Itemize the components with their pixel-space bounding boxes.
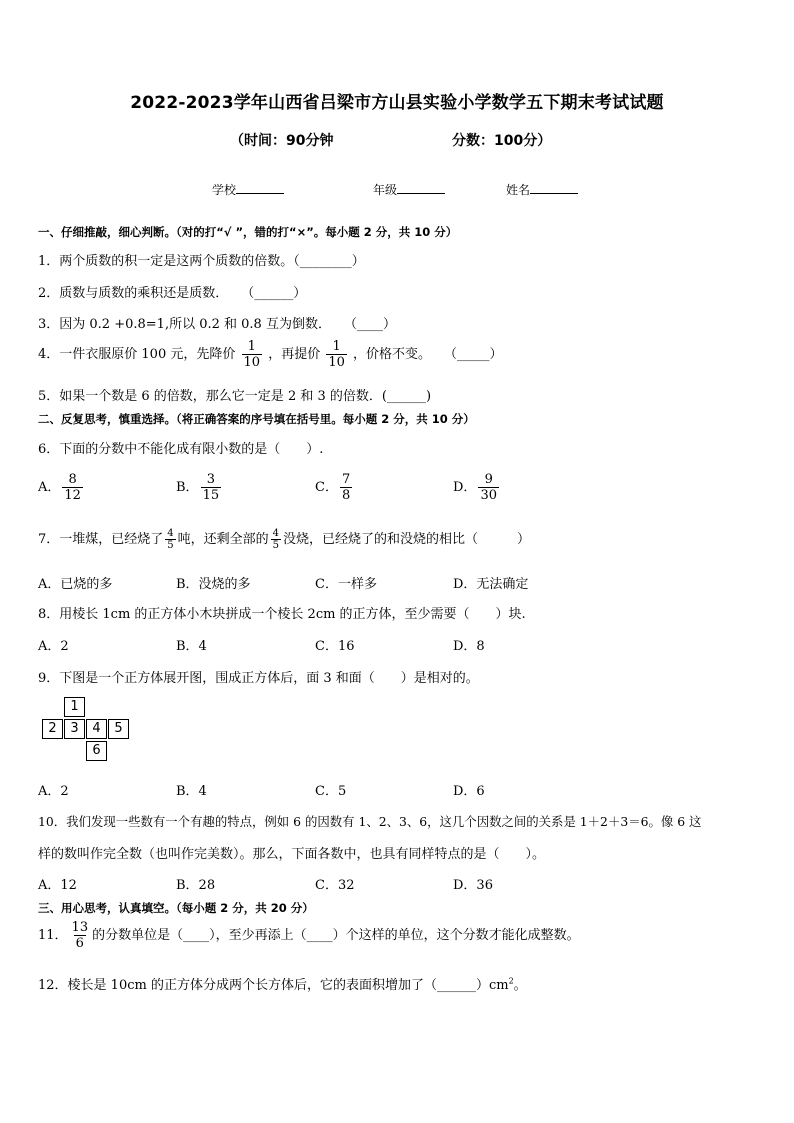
numerator: 1 xyxy=(247,339,256,354)
school-blank xyxy=(236,181,284,194)
exam-score: 分数：100分） xyxy=(452,133,552,149)
school-field xyxy=(212,181,284,198)
section2-heading: 二、反复思考，慎重选择。（将正确答案的序号填在括号里。每小题 2 分，共 10 分） xyxy=(38,412,475,426)
school-label: 学校 xyxy=(212,183,237,197)
cube-face-6: 6 xyxy=(86,741,107,761)
name-blank xyxy=(530,181,578,194)
question-4 xyxy=(38,339,503,370)
option-label: B． xyxy=(176,480,199,495)
q7-option-a: A．已烧的多 xyxy=(38,577,113,592)
cube-face-2: 2 xyxy=(42,719,63,739)
fraction xyxy=(340,472,352,503)
fraction-1-10 xyxy=(242,339,263,370)
question-1: 1．两个质数的积一定是这两个质数的倍数。（________） xyxy=(38,254,365,269)
numerator: 4 xyxy=(272,528,280,539)
numerator: 9 xyxy=(484,472,493,487)
q7-option-b: B．没烧的多 xyxy=(176,577,251,592)
grade-field xyxy=(373,181,445,198)
grade-label: 年级 xyxy=(373,183,398,197)
numerator: 4 xyxy=(167,528,174,539)
q10-option-b: B．28 xyxy=(176,878,216,893)
fraction xyxy=(478,472,499,503)
question-12-end: 。 xyxy=(513,978,527,993)
option-label: D． xyxy=(453,480,477,495)
denominator: 10 xyxy=(243,355,261,370)
fraction-1-10-b xyxy=(326,339,347,370)
question-5: 5．如果一个数是 6 的倍数，那么它一定是 2 和 3 的倍数．(______) xyxy=(38,389,432,404)
question-4-text-a: 4．一件衣服原价 100 元，先降价 xyxy=(38,347,236,362)
denominator: 12 xyxy=(64,488,81,503)
question-9: 9．下图是一个正方体展开图，围成正方体后，面 3 和面（ ）是相对的。 xyxy=(38,671,479,686)
question-10-line-2: 样的数叫作完全数（也叫作完美数）。那么，下面各数中，也具有同样特点的是（ ）。 xyxy=(38,847,546,862)
question-11-number: 11． xyxy=(38,928,68,943)
cube-face-3: 3 xyxy=(64,719,85,739)
question-7-text-a: 7．一堆煤，已经烧了 xyxy=(38,532,164,547)
q8-option-c: C．16 xyxy=(315,639,355,654)
question-11-text: 的分数单位是（____），至少再添上（____）个这样的单位，这个分数才能化成整数。 xyxy=(92,928,580,943)
q7-option-c: C．一样多 xyxy=(315,577,377,592)
page-title: 2022-2023学年山西省吕梁市方山县实验小学数学五下期末考试试题 xyxy=(130,93,664,113)
question-4-text-b: ，再提价 xyxy=(268,347,321,362)
question-12 xyxy=(38,974,527,993)
name-field xyxy=(506,181,578,198)
q9-option-c: C．5 xyxy=(315,784,347,799)
q9-option-d: D．6 xyxy=(453,784,485,799)
q7-option-d: D．无法确定 xyxy=(453,577,529,592)
cube-face-5: 5 xyxy=(108,719,129,739)
question-12-text: 12．棱长是 10cm 的正方体分成两个长方体后，它的表面积增加了（______）cm xyxy=(38,978,509,993)
q8-option-b: B．4 xyxy=(176,639,207,654)
q9-option-a: A．2 xyxy=(38,784,69,799)
denominator: 5 xyxy=(272,540,280,551)
grade-blank xyxy=(397,181,445,194)
fraction-13-6 xyxy=(70,920,91,951)
name-label: 姓名 xyxy=(506,183,531,197)
q8-option-a: A．2 xyxy=(38,639,69,654)
question-2: 2．质数与质数的乘积还是质数． （______） xyxy=(38,286,307,301)
question-6: 6．下面的分数中不能化成有限小数的是（ ）. xyxy=(38,442,324,457)
fraction xyxy=(201,472,222,503)
question-7-text-c: 没烧，已经烧了的和没烧的相比（ ） xyxy=(283,532,531,547)
denominator: 10 xyxy=(328,355,345,370)
denominator: 6 xyxy=(75,936,84,951)
q6-option-b xyxy=(176,472,223,503)
q10-option-a: A．12 xyxy=(38,878,77,893)
numerator: 7 xyxy=(341,472,351,487)
option-label: C． xyxy=(315,480,338,495)
numerator: 8 xyxy=(68,472,77,487)
question-7-text-b: 吨，还剩全部的 xyxy=(177,532,269,547)
q8-option-d: D．8 xyxy=(453,639,485,654)
q10-option-d: D．36 xyxy=(453,878,493,893)
q6-option-d xyxy=(453,472,501,503)
denominator: 5 xyxy=(167,540,174,551)
fraction-4-5-b xyxy=(271,528,281,551)
section1-heading: 一、仔细推敲，细心判断。（对的打“√ ”，错的打“×”。每小题 2 分，共 10 分） xyxy=(38,225,458,239)
q9-option-b: B．4 xyxy=(176,784,207,799)
question-11 xyxy=(38,920,580,951)
numerator: 13 xyxy=(71,920,89,935)
numerator: 1 xyxy=(332,339,341,354)
option-label: A． xyxy=(38,480,61,495)
cube-face-4: 4 xyxy=(86,719,107,739)
fraction xyxy=(62,472,83,503)
q10-option-c: C．32 xyxy=(315,878,355,893)
denominator: 15 xyxy=(202,488,220,503)
question-8: 8．用棱长 1cm 的正方体小木块拼成一个棱长 2cm 的正方体，至少需要（ ）块. xyxy=(38,607,526,622)
numerator: 3 xyxy=(206,472,215,487)
question-3: 3．因为 0.2 +0.8=1,所以 0.2 和 0.8 互为倒数． （____） xyxy=(38,317,396,332)
superscript-2: 2 xyxy=(508,976,514,986)
q6-option-c xyxy=(315,472,354,503)
cube-face-1: 1 xyxy=(64,697,85,717)
fraction-4-5 xyxy=(165,528,175,551)
question-4-text-c: ，价格不变。 （_____） xyxy=(353,347,503,362)
exam-time: （时间：90分钟 xyxy=(230,133,334,149)
denominator: 8 xyxy=(341,488,351,503)
denominator: 30 xyxy=(480,488,497,503)
question-7 xyxy=(38,528,530,551)
question-10-line-1: 10．我们发现一些数有一个有趣的特点，例如 6 的因数有 1、2、3、6，这几个因数之间的关系是 1＋2＋3＝6。像 6 这 xyxy=(38,814,702,829)
section3-heading: 三、用心思考，认真填空。（每小题 2 分，共 20 分） xyxy=(38,901,314,915)
q6-option-a xyxy=(38,472,85,503)
